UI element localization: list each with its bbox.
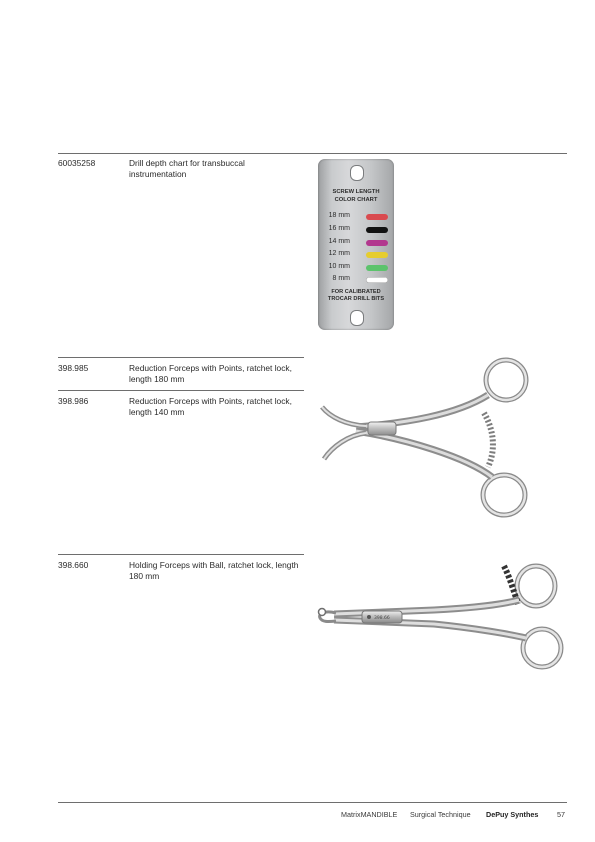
instrument-marking: 398.66 bbox=[374, 616, 390, 621]
plate-hole-top bbox=[350, 165, 364, 181]
footer-section: Surgical Technique bbox=[410, 810, 471, 819]
page-number: 57 bbox=[557, 810, 565, 819]
row-rule bbox=[58, 357, 304, 358]
screw-length-label: 16 mm bbox=[328, 225, 350, 232]
screw-length-label: 18 mm bbox=[328, 212, 350, 219]
reduction-forceps-image bbox=[316, 355, 538, 522]
product-description: Drill depth chart for transbuccal instrumentation bbox=[129, 158, 245, 180]
screw-length-label: 10 mm bbox=[328, 263, 350, 270]
drill-depth-chart-plate bbox=[318, 159, 394, 330]
screw-length-label: 14 mm bbox=[328, 238, 350, 245]
screw-color-swatch bbox=[366, 252, 388, 258]
product-code: 398.660 bbox=[58, 560, 89, 570]
footer-brand bbox=[486, 810, 538, 819]
screw-color-swatch bbox=[366, 214, 388, 220]
footer-rule bbox=[58, 802, 567, 803]
product-code: 398.985 bbox=[58, 363, 89, 373]
plate-title-line2: COLOR CHART bbox=[334, 197, 378, 203]
screw-color-swatch bbox=[366, 227, 388, 233]
product-code: 60035258 bbox=[58, 158, 96, 168]
footer-brand-text: DePuy Synthes bbox=[486, 810, 539, 819]
plate-footer-line2: TROCAR DRILL BITS bbox=[327, 296, 385, 302]
screw-length-label: 8 mm bbox=[332, 275, 350, 282]
product-description: Holding Forceps with Ball, ratchet lock, length 180 mm bbox=[129, 560, 299, 582]
product-code: 398.986 bbox=[58, 396, 89, 406]
product-description: Reduction Forceps with Points, ratchet lock, length 140 mm bbox=[129, 396, 292, 418]
row-rule bbox=[58, 390, 304, 391]
footer-product: MatrixMANDIBLE bbox=[341, 810, 398, 819]
screw-color-swatch bbox=[366, 277, 388, 283]
screw-length-label: 12 mm bbox=[328, 250, 350, 257]
product-description: Reduction Forceps with Points, ratchet lock, length 180 mm bbox=[129, 363, 292, 385]
plate-footer-line1: FOR CALIBRATED bbox=[331, 289, 381, 295]
row-rule bbox=[58, 554, 304, 555]
screw-color-swatch bbox=[366, 240, 388, 246]
holding-forceps-image bbox=[314, 558, 564, 673]
plate-title-line1: SCREW LENGTH bbox=[332, 189, 380, 195]
screw-color-swatch bbox=[366, 265, 388, 271]
plate-hole-bottom bbox=[350, 310, 364, 326]
top-rule bbox=[58, 153, 567, 154]
